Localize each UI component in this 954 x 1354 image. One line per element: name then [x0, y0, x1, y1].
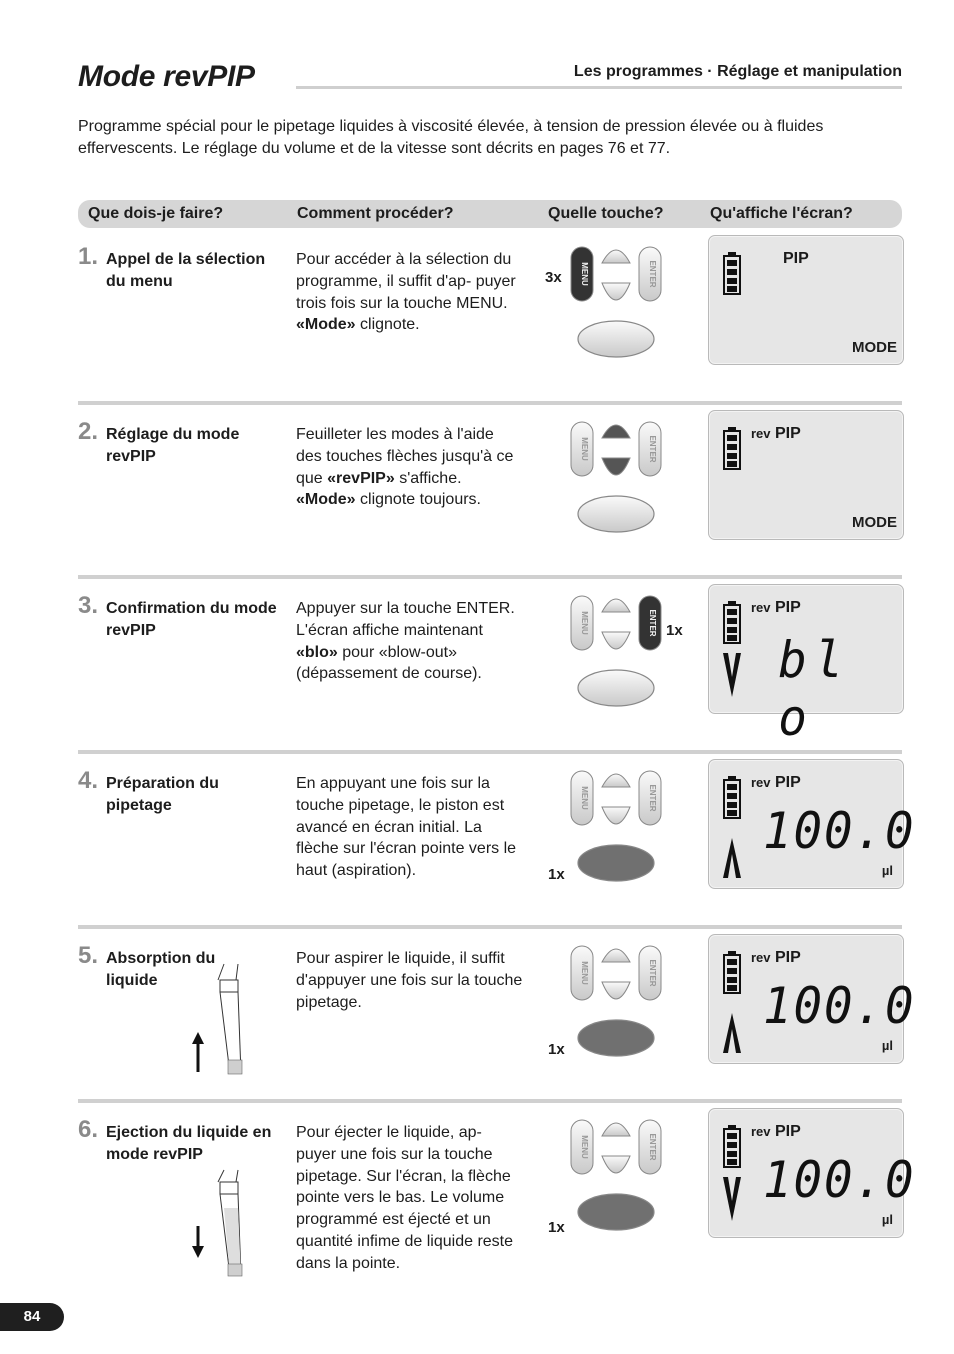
step-divider [78, 750, 902, 754]
lcd-program: PIP [783, 250, 809, 267]
up-arrow-key [602, 774, 630, 787]
svg-text:ENTER: ENTER [648, 260, 657, 288]
step-title: Confirmation du mode revPIP [106, 600, 277, 639]
svg-text:MENU: MENU [580, 611, 589, 635]
lcd-readout: 100.0 [763, 1151, 916, 1209]
pipetting-button [578, 1194, 654, 1230]
col-key: Quelle touche? [548, 205, 664, 222]
svg-text:ENTER: ENTER [648, 609, 657, 637]
press-count: 1x [666, 622, 683, 639]
battery-icon [724, 427, 740, 469]
battery-icon [724, 1125, 740, 1167]
keypad [540, 235, 688, 369]
up-arrow-key [602, 949, 630, 962]
lcd-screen [708, 759, 916, 889]
enter-key [639, 946, 661, 1000]
intro-paragraph: Programme spécial pour le pipetage liquides à viscosité élevée, à tension de pression élevée ou à fluides effervescents. Le réglage du volume et de la vitesse sont décrits en pages 76 et 77. [78, 118, 824, 157]
step-instructions: En appuyant une fois sur la touche pipetage, le piston est avancé en écran initial. La flèche sur l'écran pointe vers le haut (aspiration). [296, 775, 517, 880]
press-count: 3x [545, 269, 562, 286]
up-arrow-key [602, 250, 630, 263]
step-number: 6. [78, 1116, 99, 1143]
lcd-unit: µl [881, 1212, 893, 1227]
lcd-program: rev PIP [751, 425, 801, 442]
arrow-up-icon [723, 838, 741, 878]
lcd-mode: MODE [852, 514, 897, 531]
lcd-readout: 100.0 [763, 977, 916, 1035]
keypad [540, 410, 688, 544]
keypad [540, 584, 688, 718]
lcd-screen [708, 584, 904, 747]
up-arrow-key [602, 425, 630, 438]
svg-text:MENU: MENU [580, 437, 589, 461]
down-arrow-key [602, 632, 630, 649]
svg-text:ENTER: ENTER [648, 1133, 657, 1161]
menu-key [571, 596, 593, 650]
pipetting-button [578, 845, 654, 881]
page-title: Mode revPIP [78, 60, 255, 93]
pipetting-button [578, 496, 654, 532]
step-instructions: Pour aspirer le liquide, il suffit d'appuyer une fois sur la touche pipetage. [296, 950, 523, 1011]
menu-key [571, 771, 593, 825]
enter-key [639, 771, 661, 825]
lcd-mode: MODE [852, 339, 897, 356]
step-6 [0, 1116, 954, 1312]
step-divider [78, 1099, 902, 1103]
step-1 [0, 243, 954, 423]
svg-text:ENTER: ENTER [648, 784, 657, 812]
lcd-program: rev PIP [751, 1123, 801, 1140]
col-screen: Qu'affiche l'écran? [710, 205, 853, 222]
arrow-up-icon [723, 1013, 741, 1053]
lcd-screen [708, 410, 904, 540]
col-what: Que dois-je faire? [88, 205, 224, 222]
lcd-program: rev PIP [751, 949, 801, 966]
step-instructions: Appuyer sur la touche ENTER. L'écran affiche maintenant «blo» pour «blow-out» (dépassement de course). [296, 600, 515, 683]
up-arrow-key [602, 599, 630, 612]
press-count: 1x [548, 1041, 565, 1058]
pipetting-button [578, 321, 654, 357]
down-arrow-key [602, 458, 630, 475]
step-title: Préparation du pipetage [106, 775, 219, 814]
down-arrow-key [602, 982, 630, 999]
lcd-readout: bl o [778, 631, 851, 747]
lcd-readout: 100.0 [763, 802, 916, 860]
lcd-unit: µl [881, 1038, 893, 1053]
lcd-screen [708, 235, 904, 365]
menu-key [571, 247, 593, 301]
step-instructions: Feuilleter les modes à l'aide des touches flèches jusqu'à ce que «revPIP» s'affiche. «Mode» clignote toujours. [296, 426, 514, 509]
step-instructions: Pour éjecter le liquide, ap- puyer une fois sur la touche pipetage. Sur l'écran, la flèche pointe vers le bas. Le volume programmé est éjecté et un quantité infime de liquide reste dans la pointe. [296, 1124, 514, 1272]
step-number: 1. [78, 243, 99, 270]
step-number: 5. [78, 942, 99, 969]
step-2 [0, 418, 954, 598]
press-count: 1x [548, 866, 565, 883]
down-arrow-key [602, 807, 630, 824]
lcd-program: rev PIP [751, 599, 801, 616]
enter-key [639, 596, 661, 650]
down-arrow-key [602, 1156, 630, 1173]
svg-text:ENTER: ENTER [648, 435, 657, 463]
enter-key [639, 422, 661, 476]
menu-key [571, 422, 593, 476]
lcd-program: rev PIP [751, 774, 801, 791]
step-instructions: Pour accéder à la sélection du programme, il suffit d'ap- puyer trois fois sur la touche MENU. «Mode» clignote. [296, 251, 516, 334]
battery-icon [724, 601, 740, 643]
menu-key [571, 1120, 593, 1174]
step-divider [78, 401, 902, 405]
svg-text:MENU: MENU [580, 1135, 589, 1159]
lcd-screen [708, 1108, 916, 1238]
step-title: Réglage du mode revPIP [106, 426, 240, 465]
step-number: 4. [78, 767, 99, 794]
step-title: Ejection du liquide en mode revPIP [106, 1124, 272, 1163]
menu-key [571, 946, 593, 1000]
svg-text:MENU: MENU [580, 786, 589, 810]
step-title: Appel de la sélection du menu [106, 251, 266, 290]
up-arrow-key [602, 1123, 630, 1136]
step-3 [0, 592, 954, 772]
down-arrow-key [602, 283, 630, 300]
enter-key [639, 1120, 661, 1174]
pipette-aspirate-illustration [186, 960, 246, 1078]
arrow-down-icon [723, 653, 741, 697]
pipetting-button [578, 670, 654, 706]
svg-text:MENU: MENU [580, 262, 589, 286]
svg-text:ENTER: ENTER [648, 959, 657, 987]
step-title: Absorption du liquide [106, 950, 216, 989]
step-divider [78, 575, 902, 579]
step-5 [0, 942, 954, 1122]
section-label: Les programmes · Réglage et manipulation [573, 63, 902, 80]
step-number: 2. [78, 418, 99, 445]
step-divider [78, 925, 902, 929]
lcd-unit: µl [881, 863, 893, 878]
page-number: 84 [0, 1303, 64, 1331]
step-4 [0, 767, 954, 947]
lcd-screen [708, 934, 916, 1064]
press-count: 1x [548, 1219, 565, 1236]
step-number: 3. [78, 592, 99, 619]
pipette-dispense-illustration [186, 1168, 246, 1280]
title-rule [296, 86, 902, 89]
battery-icon [724, 951, 740, 993]
arrow-down-icon [723, 1177, 741, 1221]
svg-text:MENU: MENU [580, 961, 589, 985]
battery-icon [724, 252, 740, 294]
enter-key [639, 247, 661, 301]
battery-icon [724, 776, 740, 818]
col-how: Comment procéder? [297, 205, 454, 222]
pipetting-button [578, 1020, 654, 1056]
